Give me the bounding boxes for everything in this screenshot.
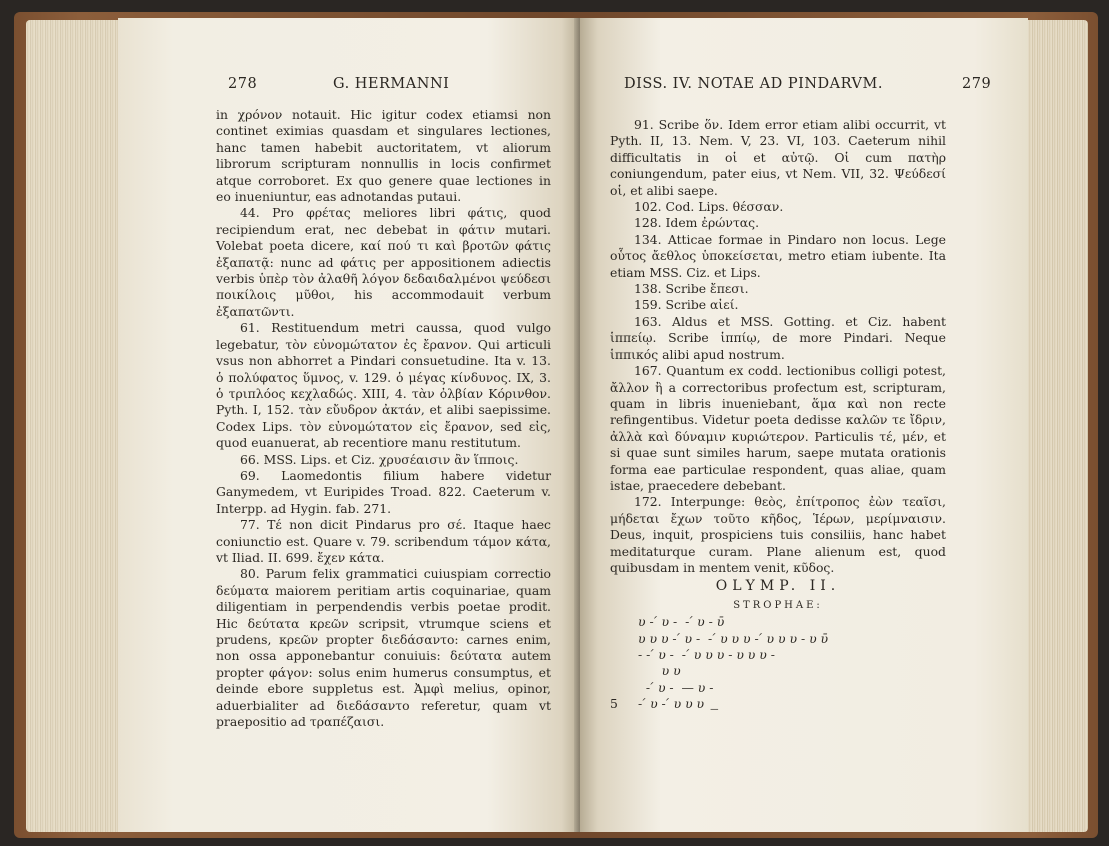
left-page-number: 278: [228, 76, 258, 92]
right-paragraph: 172. Interpunge: θεὸς, ἐπίτροπος ἐὼν τεαῖσι, μήδεται ἔχων τοῦτο κῆδος, Ἱέρων, μερίμναισιν. Deus, inquit, prospiciens tuis consiliis, hanc habet meditaturque curam. Plane alienum est, quod quibusdam in mentem venit, κῦδος.: [610, 494, 946, 575]
meter-line: υ υ: [638, 663, 681, 679]
right-paragraph: 138. Scribe ἔπεσι.: [634, 281, 749, 297]
left-paragraph: 69. Laomedontis filium habere videtur Ganymedem, vt Euripides Troad. 822. Caeterum v. Interpp. ad Hygin. fab. 271.: [216, 467, 551, 516]
right-paragraph: 159. Scribe αἰεί.: [634, 297, 739, 313]
right-paragraph: 102. Cod. Lips. θέσσαν.: [634, 199, 784, 215]
right-body: [610, 117, 946, 713]
right-page: [580, 18, 1028, 832]
right-paragraph: 134. Atticae formae in Pindaro non locus. Lege οὗτος ἄεθλος ὑποκείσεται, metro etiam iubente. Ita etiam MSS. Ciz. et Lips.: [610, 231, 946, 280]
left-paragraph: in χρόνον notauit. Hic igitur codex etiamsi non continet eximias quasdam et singulares lectiones, hanc tamen habebit auctoritatem, vt aliorum librorum scripturam nonnullis in locis confirmet atque corroboret. Ex quo genere quae lectiones in eo inueniuntur, eas adnotandas putaui.: [216, 107, 551, 205]
left-page: [118, 18, 580, 832]
meter-line: - ́ υ - — υ -: [638, 679, 714, 695]
right-running-head: DISS. IV. NOTAE AD PINDARVM.: [624, 76, 883, 92]
right-paragraph: 163. Aldus et MSS. Gotting. et Ciz. habent ἱππείῳ. Scribe ἱππίῳ, de more Pindari. Neque ἱππικός alibi apud nostrum.: [610, 313, 946, 362]
meter-line: 5 - ́ υ - ́ υ υ υ ͟: [610, 696, 712, 712]
page-edges-left: [26, 20, 130, 832]
left-running-head: G. HERMANNI: [333, 76, 450, 92]
left-paragraph: 66. MSS. Lips. et Ciz. χρυσέαισιν ἂν ἵπποις.: [240, 451, 519, 467]
right-paragraph: 167. Quantum ex codd. lectionibus colligi potest, ἄλλον ἢ a correctoribus profectum est, scripturam, quam in libris inueniebant, ἅμα καὶ non recte refingentibus. Videtur poeta dedisse καλῶν τε ἴδριν, ἀλλὰ καὶ δύναμιν κυριώτερον. Particulis τέ, μέν, et si quae sunt similes harum, saepe mutata orationis forma eae particulae respondent, quas aliae, quam istae, praecedere debebant.: [610, 363, 946, 493]
left-paragraph: 61. Restituendum metri caussa, quod vulgo legebatur, τὸν εὐνομώτατον ἐς ἔρανον. Qui articuli vsus non abhorret a Pindari consuetudine. Ita v. 13. ὁ πολύφατος ὕμνος, v. 129. ὁ μέγας κίνδυνος. IX, 3. ὁ τριπλόος κεχλαδώς. XIII, 4. τὰν ὀλβίαν Κόρινθον. Pyth. I, 152. τὰν εὔυδρον ἀκτάν, et alibi saepissime. Codex Lips. τὸν εὐνομώτατον εἰς ἔρανον, sed εἰς, quod euanuerat, ab recentiore manu restitutum.: [216, 320, 551, 451]
left-paragraph: 77. Τέ non dicit Pindarus pro σέ. Itaque haec coniunctio est. Quare v. 79. scribendum τάμον κάτα, vt Iliad. II. 699. ἔχεν κάτα.: [216, 517, 551, 565]
ode-title: OLYMP. II.: [715, 578, 841, 595]
right-paragraph: 128. Idem ἐρώντας.: [634, 215, 760, 231]
meter-line: - - ́ υ - - ́ υ υ υ - υ υ υ -: [638, 647, 775, 662]
meter-scheme: [610, 614, 946, 712]
page-edges-right: [1018, 20, 1088, 832]
left-paragraph: 80. Parum felix grammatici cuiuspiam correctio δεύματα maiorem peritiam artis coquinariae, quam diligentiam in perpendendis verbis poetae prodit. Hic δεύτατα κρεῶν scripsit, vtrumque sciens et prudens, κρεῶν propter διεδάσαντο: carnes enim, non ossa apponebantur conuiuis: δεύτατα autem propter φάγον: solus enim humerus consumptus, et deinde ebore suppletus est. Ἀμφὶ melius, opinor, aduerbialiter ad διεδάσαντο referetur, quam vt praepositio ad τραπέζαισι.: [216, 566, 551, 730]
right-page-number: 279: [962, 76, 992, 92]
right-paragraph: 91. Scribe ὅν. Idem error etiam alibi occurrit, vt Pyth. II, 13. Nem. V, 23. VI, 103. Caeterum nihil difficultatis in οἱ et αὐτῷ. Οἱ cum πατὴρ coniungendum, pater eius, vt Nem. VII, 32. Ψεύδεσί οἱ, et alibi saepe.: [610, 117, 946, 198]
meter-line: υ υ υ - ́ υ - - ́ υ υ υ - ́ υ υ υ - υ ῡ: [638, 630, 829, 646]
left-paragraph: 44. Pro φρέτας meliores libri φάτις, quod recipiendum erat, nec debebat in φάτιν mutari. Volebat poeta dicere, καί πού τι καὶ βροτῶν φάτις ἐξαπατᾷ: nunc ad φάτις per appositionem adiectis verbis ὑπὲρ τὸν ἀλαθῆ λόγον δεδαιδαλμένοι ψεύδεσι ποικίλοις μῦθοι, his accommodauit verbum ἐξαπατῶντι.: [216, 205, 551, 319]
left-body: [216, 107, 551, 730]
meter-line: υ - ́ υ - - ́ υ - ῡ: [638, 614, 725, 630]
strophe-label: STROPHAE:: [733, 599, 823, 611]
